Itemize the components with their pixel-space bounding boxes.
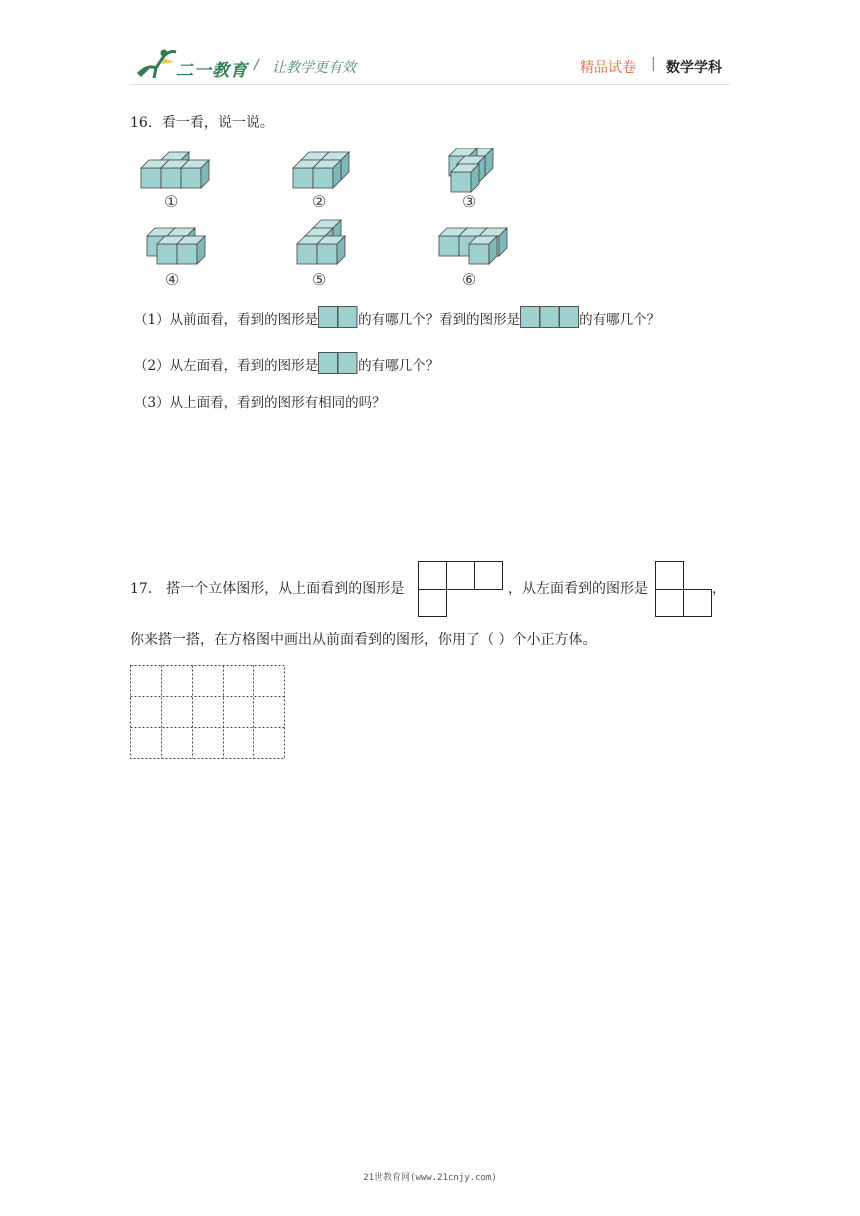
answer-grid[interactable] [129,664,287,762]
figure-5 [297,220,345,264]
figure-label-1: ① [164,192,179,211]
slogan: 让教学更有效 [272,60,356,76]
figure-3 [449,148,493,192]
q16-sub1-text-c: 的有哪几个？ [579,312,661,328]
figure-1 [141,152,209,188]
header-separator: | [651,56,656,72]
figure-label-4: ④ [165,270,180,289]
logo-text: 二一教育 [176,61,248,81]
header-divider [130,84,730,85]
header-subject: 数学学科 [666,60,722,76]
q16-sub2-text-a: （2）从左面看，看到的图形是 [134,358,319,374]
figure-label-6: ⑥ [462,270,477,289]
q17-line2: 你来搭一搭，在方格图中画出从前面看到的图形，你用了（ ）个小正方体。 [130,632,597,648]
q16-sub1-text-a: （1）从前面看，看到的图形是 [134,312,319,328]
q16-sub2-text-b: 的有哪几个？ [358,358,440,374]
three-square-shape [520,306,579,334]
left-view-shape [652,560,714,618]
top-view-shape [416,560,506,618]
q17-line1-c: ， [712,581,726,597]
figure-label-3: ③ [462,192,477,211]
q17-line1-b: ，从左面看到的图形是 [508,581,648,597]
page-footer: 21世教育网(www.21cnjy.com) [363,1173,497,1183]
two-square-shape [318,306,358,334]
page-header [0,0,860,100]
figure-4 [147,228,205,264]
two-square-shape-left [318,352,358,380]
header-category: 精品试卷 [580,60,636,76]
figure-label-2: ② [312,192,327,211]
figure-2 [293,152,349,188]
runner-logo-icon [134,46,178,80]
q16-sub1 [134,306,660,334]
figure-6 [439,228,507,264]
figure-label-5: ⑤ [312,270,327,289]
q17-line1-a: 17． 搭一个立体图形，从上面看到的图形是 [130,581,405,597]
q16-sub2 [134,352,439,380]
q16-title: 16．看一看，说一说。 [130,115,274,131]
q16-sub3: （3）从上面看，看到的图形有相同的吗？ [134,395,386,411]
slogan-separator: / [254,57,259,73]
q16-sub1-text-b: 的有哪几个？看到的图形是 [358,312,521,328]
